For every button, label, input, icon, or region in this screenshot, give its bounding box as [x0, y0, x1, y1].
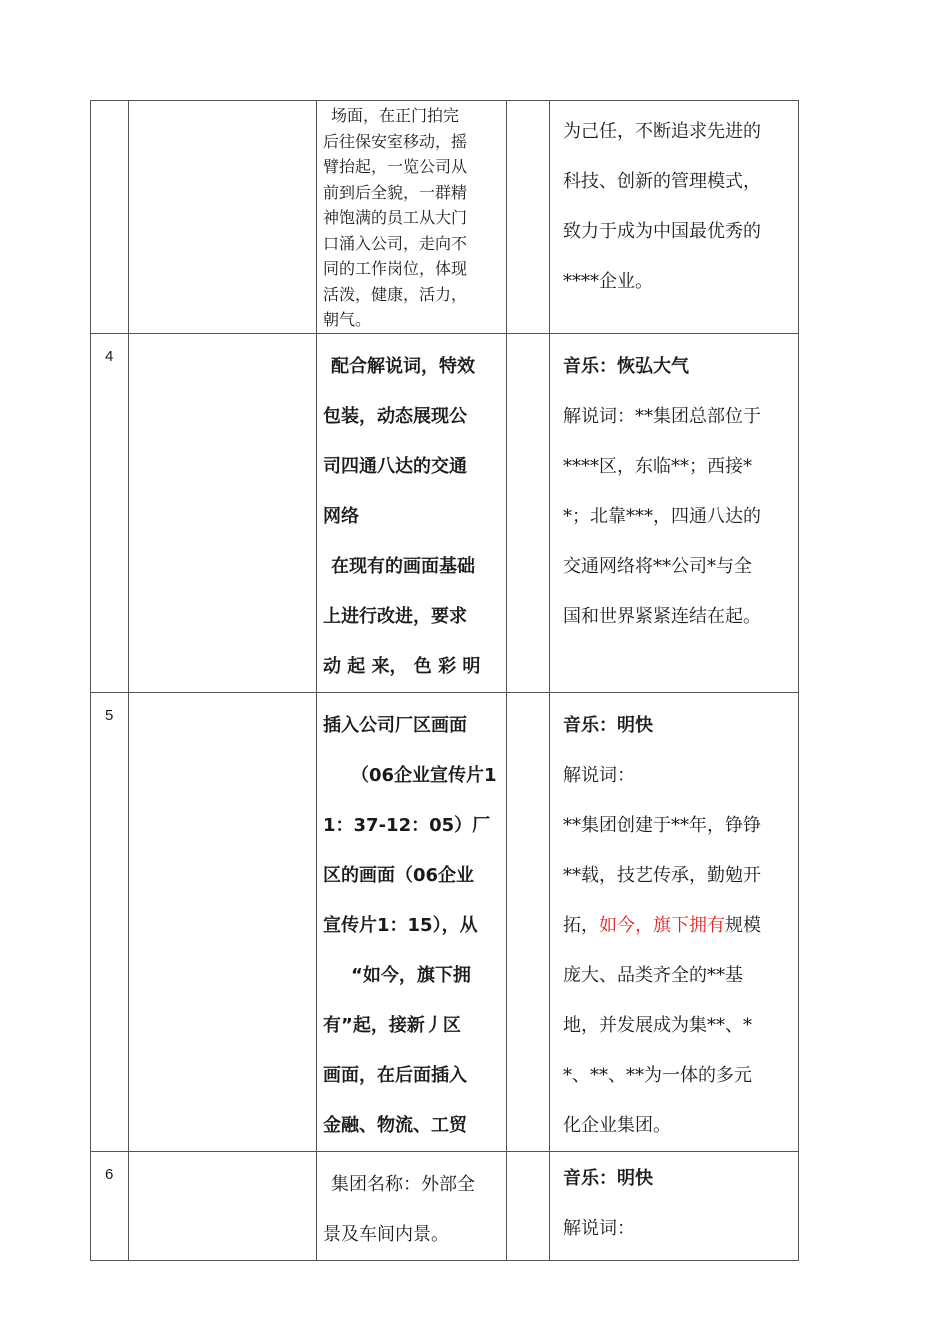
visual-line: 有”起，接新丿区 [323, 1014, 461, 1036]
visual-line: 前到后全貌，一群精 [323, 182, 468, 202]
music-note: 音乐：明快 [563, 714, 653, 736]
narration-line: 庞大、品类齐全的**基 [563, 964, 743, 986]
visual-line: 配合解说词，特效 [331, 355, 475, 377]
music-note: 音乐：明快 [563, 1167, 653, 1189]
visual-line: 金融、物流、工贸 [323, 1114, 467, 1136]
visual-line: （06企业宣传片1 [351, 764, 497, 786]
narration-line: ****区，东临**；西接* [563, 455, 752, 477]
visual-line: 活泼，健康，活力， [323, 284, 468, 304]
narration-cell [550, 101, 799, 334]
narration-line: **集团创建于**年，铮铮 [563, 814, 761, 836]
table-row [91, 101, 799, 334]
narration-text: 拓， [563, 914, 599, 936]
narration-line: 化企业集团。 [563, 1114, 671, 1136]
narration-line: 解说词：**集团总部位于 [563, 405, 761, 427]
table-row [91, 333, 799, 692]
narration-line: *、**、**为一体的多元 [563, 1064, 752, 1086]
visual-line: 场面，在正门拍完 [331, 106, 460, 125]
narration-label: 解说词： [563, 1217, 635, 1239]
visual-line: 景及车间内景。 [323, 1223, 449, 1245]
visual-line: 动 起 来， 色 彩 明 [323, 655, 481, 677]
empty-cell [507, 692, 550, 1151]
visual-line: 网络 [323, 505, 359, 527]
narration-line: 致力于成为中国最优秀的 [563, 221, 761, 242]
visual-cell [317, 333, 507, 692]
table-row [91, 692, 799, 1151]
row-number: 5 [91, 692, 129, 1151]
empty-cell [129, 101, 317, 334]
visual-line: 朝气。 [323, 310, 372, 329]
visual-line: 同的工作岗位，体现 [323, 259, 468, 278]
narration-cell [550, 333, 799, 692]
visual-line: 宣传片1：15），从 [323, 914, 478, 936]
empty-cell [507, 1151, 550, 1260]
visual-line: 插入公司厂区画面 [323, 714, 467, 736]
row-number: 6 [91, 1151, 129, 1260]
visual-line: 神饱满的员工从大门 [323, 208, 468, 227]
narration-line: ****企业。 [563, 271, 653, 292]
visual-line: 1：37-12：05）厂 [323, 814, 491, 836]
narration-line [563, 901, 792, 951]
narration-line: 科技、创新的管理模式， [563, 171, 761, 192]
narration-line: 为己任，不断追求先进的 [563, 121, 761, 142]
visual-line: 口涌入公司，走向不 [323, 233, 468, 253]
visual-line: 包装，动态展现公 [323, 405, 467, 427]
empty-cell [129, 1151, 317, 1260]
visual-line: 后往保安室移动，摇 [323, 131, 468, 151]
narration-text: 规模 [725, 914, 761, 936]
row-number [91, 101, 129, 334]
visual-line: “如今，旗下拥 [351, 964, 471, 986]
highlighted-text: 如今，旗下拥有 [599, 914, 725, 936]
empty-cell [507, 101, 550, 334]
music-note: 音乐：恢弘大气 [563, 355, 689, 377]
storyboard-table [90, 100, 799, 1261]
visual-line: 在现有的画面基础 [331, 555, 475, 577]
narration-cell [550, 692, 799, 1151]
narration-line: *；北靠***，四通八达的 [563, 505, 761, 527]
narration-line: 地，并发展成为集**、* [563, 1014, 752, 1036]
empty-cell [129, 692, 317, 1151]
narration-line: **载，技艺传承，勤勉开 [563, 864, 761, 886]
visual-cell [317, 101, 507, 334]
visual-line: 上进行改进，要求 [323, 605, 467, 627]
narration-label: 解说词： [563, 764, 635, 786]
narration-cell [550, 1151, 799, 1260]
empty-cell [507, 333, 550, 692]
visual-line: 司四通八达的交通 [323, 455, 467, 477]
visual-line: 画面，在后面插入 [323, 1064, 467, 1086]
narration-line: 交通网络将**公司*与全 [563, 555, 752, 577]
visual-cell [317, 1151, 507, 1260]
visual-cell [317, 692, 507, 1151]
visual-line: 区的画面（06企业 [323, 864, 475, 886]
table-row [91, 1151, 799, 1260]
visual-line: 集团名称：外部全 [331, 1173, 475, 1195]
empty-cell [129, 333, 317, 692]
visual-line: 臂抬起，一览公司从 [323, 157, 468, 176]
row-number: 4 [91, 333, 129, 692]
narration-line: 国和世界紧紧连结在起。 [563, 605, 761, 627]
